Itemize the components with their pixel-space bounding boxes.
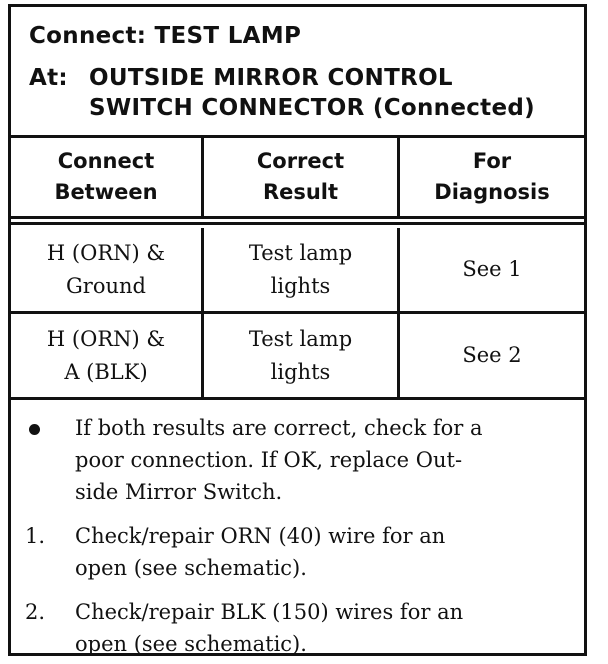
note-line: poor connection. If OK, replace Out- xyxy=(75,448,463,472)
column-header-line: Result xyxy=(262,180,339,204)
cell-line: H (ORN) & xyxy=(46,240,166,265)
cell-line: Ground xyxy=(66,273,146,298)
note-marker: 2. xyxy=(25,600,46,624)
cell-line: lights xyxy=(270,273,331,298)
correct-result-cell xyxy=(204,228,400,311)
note-line: If both results are correct, check for a xyxy=(75,416,483,440)
cell-line: lights xyxy=(270,359,331,384)
diagnosis-cell: See 2 xyxy=(462,343,522,367)
bullet-icon xyxy=(29,424,40,435)
location-line-1 xyxy=(29,65,453,91)
at-label: At: xyxy=(29,65,68,91)
note-line: Check/repair BLK (150) wires for an xyxy=(75,600,464,624)
note-text xyxy=(75,596,570,660)
column-header-for-diagnosis xyxy=(400,138,584,216)
table-row xyxy=(11,228,584,314)
diagnostic-chart xyxy=(8,4,587,656)
table-row xyxy=(11,314,584,400)
diagnosis-cell: See 1 xyxy=(462,257,522,281)
cell-line: H (ORN) & xyxy=(46,326,166,351)
note-marker xyxy=(25,412,75,508)
column-header-line: Between xyxy=(54,180,158,204)
column-header-line: Diagnosis xyxy=(434,180,550,204)
cell-line: Test lamp xyxy=(248,240,353,265)
column-header-correct-result xyxy=(204,138,400,216)
location-text-1: OUTSIDE MIRROR CONTROL xyxy=(89,65,453,91)
chart-header xyxy=(11,7,584,138)
note-line: open (see schematic). xyxy=(75,556,307,580)
note-line: open (see schematic). xyxy=(75,632,307,656)
column-header-connect-between xyxy=(11,138,204,216)
connect-instruction: Connect: TEST LAMP xyxy=(29,23,302,49)
column-header-line: For xyxy=(472,149,512,173)
note-bullet xyxy=(25,412,570,508)
connect-between-cell xyxy=(11,314,204,397)
table-header xyxy=(11,138,584,219)
correct-result-cell xyxy=(204,314,400,397)
note-step-1 xyxy=(25,520,570,584)
note-text xyxy=(75,412,570,508)
note-line: side Mirror Switch. xyxy=(75,480,283,504)
location-text-2: SWITCH CONNECTOR (Connected) xyxy=(89,95,535,121)
note-text xyxy=(75,520,570,584)
connect-between-cell xyxy=(11,228,204,311)
column-header-line: Correct xyxy=(256,149,345,173)
cell-line: Test lamp xyxy=(248,326,353,351)
column-header-line: Connect xyxy=(57,149,155,173)
cell-line: A (BLK) xyxy=(64,359,148,384)
note-step-2 xyxy=(25,596,570,660)
note-line: Check/repair ORN (40) wire for an xyxy=(75,524,446,548)
note-marker: 1. xyxy=(25,524,46,548)
